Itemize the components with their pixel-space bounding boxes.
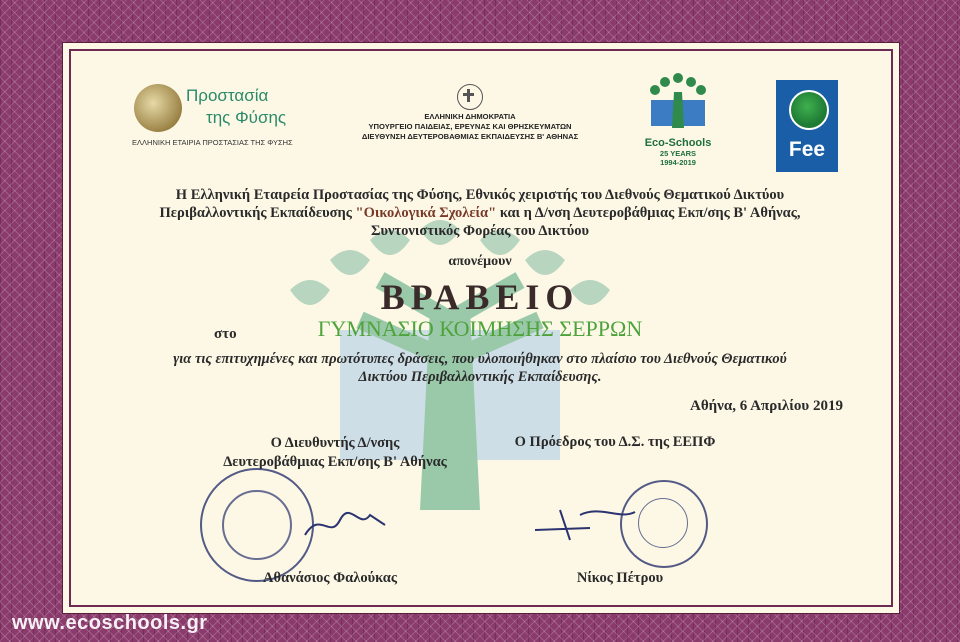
fee-label: Fee [788,138,826,161]
ministry-header [325,84,615,142]
signatory-left-title [190,434,480,472]
eco-schools-tree-icon [643,70,713,130]
issue-date: Αθήνα, 6 Απριλίου 2019 [690,398,843,414]
intro-text [100,186,860,240]
fee-globe-icon [789,90,829,130]
website-watermark: www.ecoschools.gr [12,612,208,634]
ministry-line1: ΕΛΛΗΝΙΚΗ ΔΗΜΟΚΡΑΤΙΑ [424,112,516,121]
ministry-line3: ΔΙΕΥΘΥΝΣΗ ΔΕΥΤΕΡΟΒΑΘΜΙΑΣ ΕΚΠΑΙΔΕΥΣΗΣ Β' ΑΘΗΝΑΣ [361,132,579,141]
eco-schools-range: 1994-2019 [660,158,696,167]
nature-protection-emblem-icon [134,84,182,132]
fee-logo [776,80,838,172]
intro-line2-b: και η Δ/νση Δευτεροβάθμιας Εκπ/σης Β' Αθήνας, [496,205,801,221]
intro-line2 [100,204,860,222]
eco-schools-logo [640,70,716,180]
recipient-prefix: στο [214,326,237,342]
recipient-name: ΓΥΜΝΑΣΙΟ ΚΟΙΜΗΣΗΣ ΣΕΡΡΩΝ [317,316,643,341]
signatory-left-title2: Δευτεροβάθμιας Εκπ/σης Β' Αθήνας [223,454,447,470]
signatory-right-name: Νίκος Πέτρου [576,570,664,586]
hellenic-crest-icon [457,84,483,110]
signatory-left-name: Αθανάσιος Φαλούκας [263,570,397,586]
award-title: ΒΡΑΒΕΙΟ [380,277,580,317]
intro-line1: Η Ελληνική Εταιρεία Προστασίας της Φύσης, Εθνικός χειριστής του Διεθνούς Θεματικού Δικτύου [175,187,785,203]
nature-logo-line1: Προστασία [186,86,269,105]
eco-schools-years: 25 YEARS [659,149,697,158]
intro-program-name: "Οικολογικά Σχολεία" [355,205,497,221]
award-reason [90,350,870,386]
signatory-right-title: Ο Πρόεδρος του Δ.Σ. της ΕΕΠΦ [514,434,716,450]
award-verb: απονέμουν [448,254,512,269]
signature-right-icon [530,500,640,545]
signatory-left-title1: Ο Διευθυντής Δ/νσης [270,435,400,451]
intro-line3: Συντονιστικός Φορέας του Δικτύου [370,223,590,239]
reason-line1: για τις επιτυχημένες και πρωτότυπες δράσεις, που υλοποιήθηκαν στο πλαίσιο του Διεθνούς Θεματικού [173,351,787,367]
ministry-line2: ΥΠΟΥΡΓΕΙΟ ΠΑΙΔΕΙΑΣ, ΕΡΕΥΝΑΣ ΚΑΙ ΘΡΗΣΚΕΥΜΑΤΩΝ [368,122,572,131]
nature-protection-logo [132,82,292,150]
nature-logo-line2: της Φύσης [206,108,287,127]
nature-logo-caption: ΕΛΛΗΝΙΚΗ ΕΤΑΙΡΙΑ ΠΡΟΣΤΑΣΙΑΣ ΤΗΣ ΦΥΣΗΣ [132,138,293,147]
directorate-stamp-icon [200,468,314,582]
reason-line2: Δικτύου Περιβαλλοντικής Εκπαίδευσης. [358,369,602,385]
eco-schools-name: Eco-Schools [644,137,712,149]
intro-line2-a: Περιβαλλοντικής Εκπαίδευσης [159,205,356,221]
signature-left-icon [300,500,390,550]
